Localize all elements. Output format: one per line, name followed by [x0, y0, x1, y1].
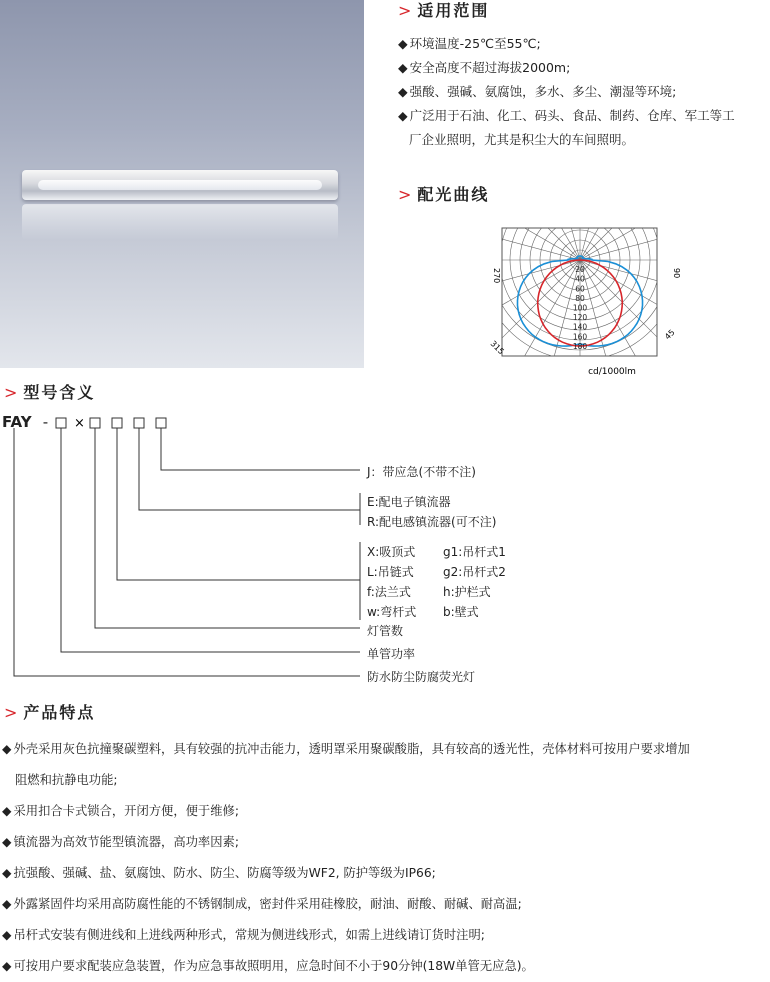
list-item: ◆ 可按用户要求配装应急装置，作为应急事故照明用，应急时间不小于90分钟(18W单管无应急)。 [2, 959, 534, 973]
lamp-tube [38, 180, 322, 190]
code-box-emergency [156, 418, 166, 428]
leader-line-product [14, 428, 360, 676]
angle-label-90: 90 [672, 268, 681, 279]
leader-line-install [117, 428, 360, 580]
light-distribution-diagram [478, 224, 698, 376]
heading-arrow-icon: > [4, 703, 20, 722]
label-ceiling: X:吸顶式 [367, 545, 416, 559]
leader-line-tubes [95, 428, 360, 628]
list-item: ◆ 镇流器为高效节能型镇流器，高功率因素; [2, 835, 239, 849]
radial-label: 20 [575, 265, 585, 275]
diamond-bullet-icon: ◆ [398, 84, 408, 99]
list-item: ◆ 外壳采用灰色抗撞聚碳塑料，具有较强的抗冲击能力，透明罩采用聚碳酸脂，具有较高的透光性，壳体材料可按用户要求增加 [2, 742, 690, 756]
curve-heading: > 配光曲线 [398, 185, 490, 204]
heading-arrow-icon: > [4, 383, 20, 402]
diamond-bullet-icon: ◆ [398, 36, 408, 51]
label-rod-1: g1:吊杆式1 [443, 545, 506, 559]
heading-arrow-icon: > [398, 1, 414, 20]
radial-label: 100 [572, 303, 588, 313]
lamp-reflection [22, 204, 338, 240]
radial-label: 160 [572, 332, 588, 342]
heading-arrow-icon: > [398, 185, 414, 204]
diamond-bullet-icon: ◆ [2, 742, 12, 756]
radial-label: 40 [575, 274, 585, 284]
list-item: ◆ 安全高度不超过海拔2000m; [398, 60, 571, 75]
code-box-power [56, 418, 66, 428]
label-emergency: J：带应急(不带不注) [367, 465, 476, 479]
model-code-diagram [0, 410, 520, 690]
leader-line-emergency [161, 428, 360, 470]
radial-label: 180 [572, 341, 588, 351]
label-flange: f:法兰式 [367, 585, 411, 599]
label-product-name: 防水防尘防腐荧光灯 [367, 670, 476, 684]
angle-label-45: 45 [663, 327, 677, 342]
label-rod-2: g2:吊杆式2 [443, 565, 506, 579]
leader-line-power [61, 428, 360, 652]
code-box-ballast [134, 418, 144, 428]
diamond-bullet-icon: ◆ [2, 866, 12, 880]
list-item: ◆ 广泛用于石油、化工、码头、食品、制药、仓库、军工等工 [398, 108, 735, 123]
diamond-bullet-icon: ◆ [2, 804, 12, 818]
times-symbol: × [74, 416, 85, 431]
features-list [2, 734, 690, 982]
angle-label-270: 270 [492, 268, 501, 284]
features-heading: > 产品特点 [4, 703, 96, 722]
radial-label: 120 [572, 313, 588, 323]
scope-heading: > 适用范围 [398, 1, 490, 20]
label-tube-count: 灯管数 [367, 624, 404, 638]
scope-list [398, 32, 735, 152]
code-box-tubes [90, 418, 100, 428]
diamond-bullet-icon: ◆ [2, 928, 12, 942]
diamond-bullet-icon: ◆ [2, 959, 12, 973]
label-inductive-ballast: R:配电感镇流器(可不注) [367, 515, 497, 529]
label-guardrail: h:护栏式 [443, 585, 491, 599]
code-box-install [112, 418, 122, 428]
diamond-bullet-icon: ◆ [2, 835, 12, 849]
list-item-continuation: 厂企业照明，尤其是积尘大的车间照明。 [409, 132, 635, 147]
model-heading: > 型号含义 [4, 383, 96, 402]
leader-line-ballast [139, 428, 360, 510]
radial-label: 60 [575, 284, 585, 294]
label-wall: b:壁式 [443, 605, 479, 619]
diamond-bullet-icon: ◆ [398, 108, 408, 123]
list-item: ◆ 抗强酸、强碱、盐、氨腐蚀、防水、防尘、防腐等级为WF2, 防护等级为IP66; [2, 866, 436, 880]
label-bent-rod: w:弯杆式 [367, 605, 417, 619]
list-item-continuation: 阻燃和抗静电功能; [15, 773, 118, 787]
curve-unit-label: cd/1000lm [588, 367, 636, 376]
model-code: FAY - [2, 413, 49, 431]
diamond-bullet-icon: ◆ [398, 60, 408, 75]
list-item: ◆ 强酸、强碱、氨腐蚀，多水、多尘、潮湿等环境; [398, 84, 677, 99]
label-single-tube-power: 单管功率 [367, 647, 416, 661]
list-item: ◆ 采用扣合卡式锁合，开闭方便，便于维修; [2, 804, 239, 818]
product-photo [0, 0, 364, 368]
label-electronic-ballast: E:配电子镇流器 [367, 495, 451, 509]
diamond-bullet-icon: ◆ [2, 897, 12, 911]
label-chain: L:吊链式 [367, 565, 414, 579]
angle-label-315: 315 [488, 339, 506, 357]
radial-label: 80 [575, 293, 585, 303]
radial-label: 140 [572, 322, 588, 332]
list-item: ◆ 吊杆式安装有侧进线和上进线两种形式，常规为侧进线形式，如需上进线请订货时注明; [2, 928, 485, 942]
list-item: ◆ 环境温度-25℃至55℃; [398, 36, 541, 51]
list-item: ◆ 外露紧固件均采用高防腐性能的不锈钢制成，密封件采用硅橡胶，耐油、耐酸、耐碱、耐高温; [2, 897, 522, 911]
